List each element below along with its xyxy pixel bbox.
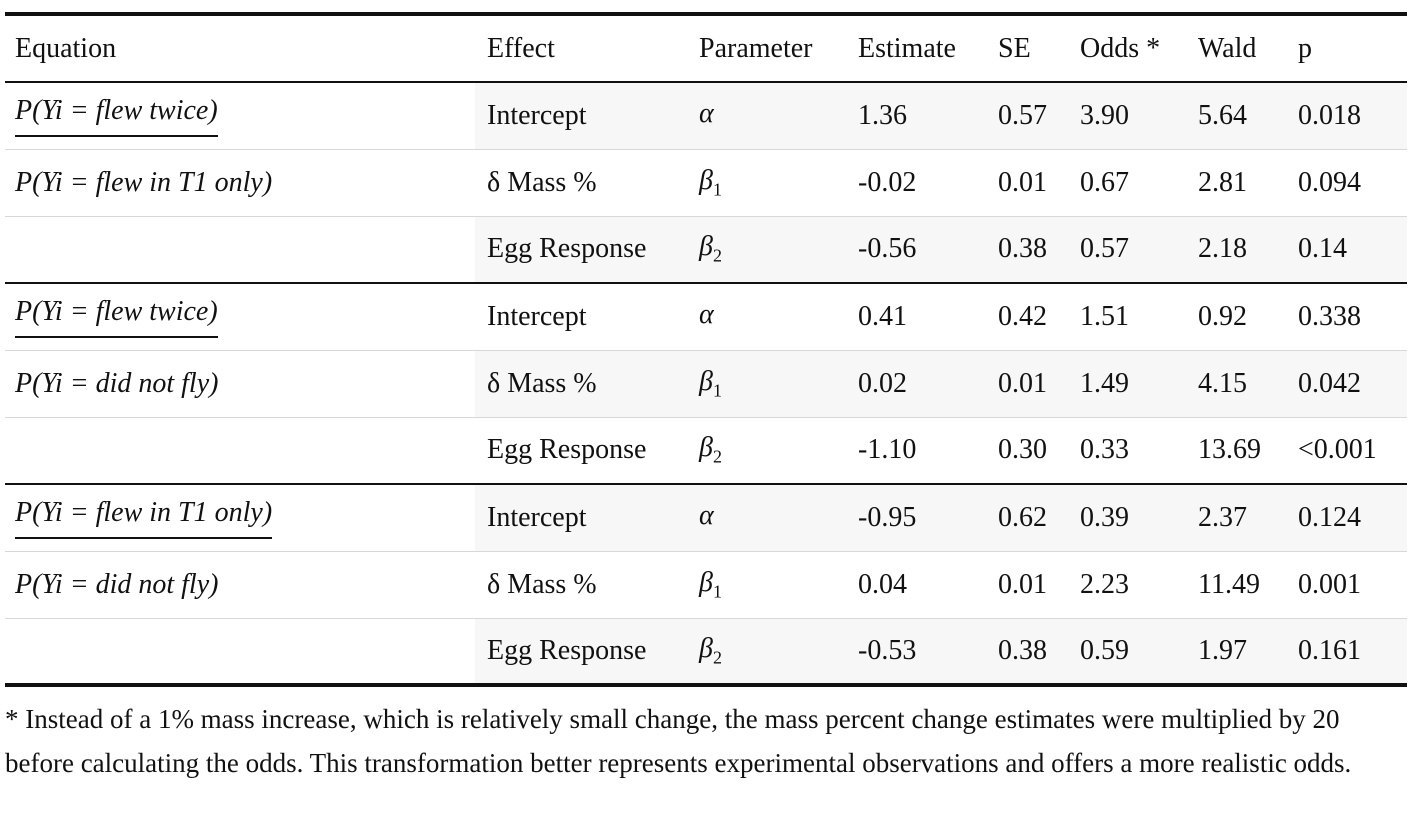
equation-numerator: P(Yi = flew twice) (5, 283, 475, 350)
wald-cell: 11.49 (1198, 568, 1260, 600)
parameter-cell: $\beta_2$ (687, 216, 846, 283)
se-cell: 0.01 (998, 166, 1047, 198)
wald-cell: 13.69 (1198, 434, 1261, 466)
header-odds: Odds * (1080, 32, 1161, 64)
regression-results-table (5, 12, 1407, 687)
odds-cell: 0.67 (1080, 166, 1129, 198)
equation-empty (5, 417, 475, 484)
se-cell: 0.42 (998, 300, 1047, 332)
odds-cell: 0.59 (1068, 618, 1186, 685)
odds-cell: 0.33 (1080, 434, 1129, 466)
odds-cell: 2.23 (1080, 568, 1129, 600)
results-table-container (5, 12, 1407, 687)
header-wald: Wald (1198, 32, 1257, 64)
estimate-cell: 0.02 (846, 350, 986, 417)
equation-empty (5, 216, 475, 283)
table-row (5, 149, 1407, 216)
effect-cell: δ Mass % (487, 166, 597, 198)
p-cell: 0.094 (1298, 166, 1361, 198)
estimate-cell: 1.36 (846, 82, 986, 149)
effect-cell: Intercept (475, 484, 687, 551)
table-footnote: * Instead of a 1% mass increase, which is relatively small change, the mass percent change estimates were multiplied by 20 before calculating the odds. This transformation better represents experimental observations and offers a more realistic odds. (5, 704, 1352, 778)
wald-cell: 0.92 (1198, 300, 1247, 332)
effect-cell: Intercept (475, 82, 687, 149)
odds-cell: 0.57 (1068, 216, 1186, 283)
p-cell: 0.124 (1286, 484, 1407, 551)
wald-cell: 2.81 (1198, 166, 1247, 198)
parameter-cell: $\beta_1$ (699, 164, 722, 200)
estimate-cell: -1.10 (858, 434, 917, 466)
estimate-cell: -0.56 (846, 216, 986, 283)
header-parameter: Parameter (699, 32, 813, 64)
wald-cell: 1.97 (1186, 618, 1286, 685)
equation-denominator: P(Yi = did not fly) (15, 367, 219, 399)
table-row (5, 484, 1407, 551)
table-body (5, 82, 1407, 685)
estimate-cell: -0.53 (846, 618, 986, 685)
wald-cell: 5.64 (1186, 82, 1286, 149)
parameter-cell: $\beta_1$ (687, 350, 846, 417)
effect-cell: Egg Response (475, 216, 687, 283)
table-row (5, 350, 1407, 417)
p-cell: 0.338 (1298, 300, 1361, 332)
effect-cell: Intercept (487, 300, 587, 332)
header-p: p (1298, 32, 1312, 64)
parameter-cell: $\beta_2$ (687, 618, 846, 685)
p-cell: 0.161 (1286, 618, 1407, 685)
estimate-cell: -0.02 (858, 166, 917, 198)
estimate-cell: -0.95 (846, 484, 986, 551)
table-row (5, 417, 1407, 484)
equation-numerator: P(Yi = flew in T1 only) (5, 484, 475, 551)
se-cell: 0.01 (998, 568, 1047, 600)
odds-cell: 0.39 (1068, 484, 1186, 551)
estimate-cell: 0.04 (858, 568, 907, 600)
parameter-cell: α (687, 484, 846, 551)
se-cell: 0.38 (986, 216, 1068, 283)
table-row (5, 82, 1407, 149)
table-row (5, 216, 1407, 283)
parameter-cell: α (687, 82, 846, 149)
header-equation: Equation (15, 32, 117, 64)
parameter-cell: $\beta_2$ (699, 432, 722, 468)
odds-cell: 3.90 (1068, 82, 1186, 149)
se-cell: 0.38 (986, 618, 1068, 685)
header-estimate: Estimate (858, 32, 956, 64)
header-se: SE (998, 32, 1031, 64)
effect-cell: δ Mass % (487, 568, 597, 600)
odds-cell: 1.51 (1080, 300, 1129, 332)
p-cell: 0.042 (1286, 350, 1407, 417)
wald-cell: 2.18 (1186, 216, 1286, 283)
se-cell: 0.57 (986, 82, 1068, 149)
equation-denominator: P(Yi = flew in T1 only) (15, 166, 273, 198)
wald-cell: 2.37 (1186, 484, 1286, 551)
header-row (5, 14, 1407, 82)
p-cell: 0.018 (1286, 82, 1407, 149)
se-cell: 0.30 (998, 434, 1047, 466)
equation-denominator: P(Yi = did not fly) (15, 568, 219, 600)
p-cell: <0.001 (1298, 434, 1377, 466)
p-cell: 0.14 (1286, 216, 1407, 283)
header-effect: Effect (487, 32, 555, 64)
table-row (5, 551, 1407, 618)
odds-cell: 1.49 (1068, 350, 1186, 417)
equation-empty (5, 618, 475, 685)
p-cell: 0.001 (1298, 568, 1361, 600)
table-row (5, 618, 1407, 685)
effect-cell: δ Mass % (475, 350, 687, 417)
se-cell: 0.62 (986, 484, 1068, 551)
effect-cell: Egg Response (487, 434, 647, 466)
table-row (5, 283, 1407, 350)
estimate-cell: 0.41 (858, 300, 907, 332)
wald-cell: 4.15 (1186, 350, 1286, 417)
equation-numerator: P(Yi = flew twice) (5, 82, 475, 149)
se-cell: 0.01 (986, 350, 1068, 417)
parameter-cell: α (699, 298, 714, 330)
effect-cell: Egg Response (475, 618, 687, 685)
parameter-cell: $\beta_1$ (699, 566, 722, 602)
